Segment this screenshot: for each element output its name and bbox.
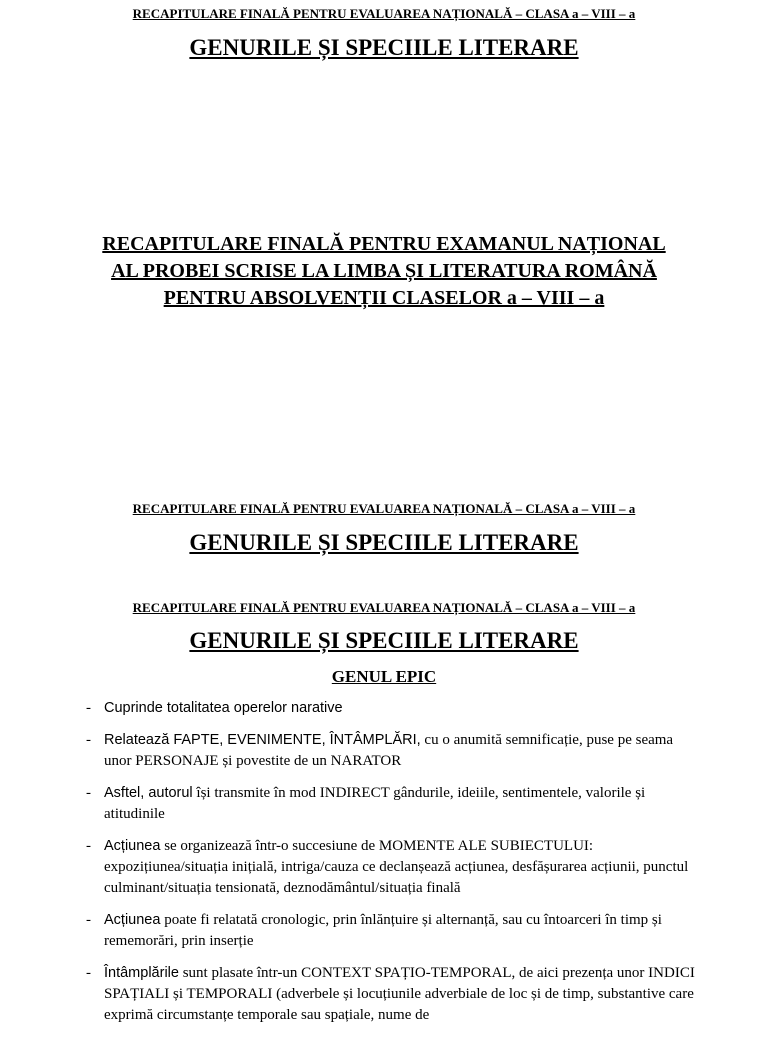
bullet-dash: - bbox=[86, 785, 91, 801]
document-title: GENURILE ȘI SPECIILE LITERARE bbox=[189, 530, 579, 555]
bullet-dash: - bbox=[86, 838, 91, 854]
list-item bbox=[84, 910, 704, 952]
list-item bbox=[84, 730, 704, 772]
section-title-genul-epic: GENUL EPIC bbox=[331, 667, 437, 686]
document-title: GENURILE ȘI SPECIILE LITERARE bbox=[189, 35, 579, 60]
list-item bbox=[84, 783, 704, 825]
bullet-dash: - bbox=[86, 700, 91, 716]
document-header: RECAPITULARE FINALĂ PENTRU EVALUAREA NAȚIONALĂ – CLASA a – VIII – a bbox=[132, 600, 636, 615]
list-item bbox=[84, 698, 704, 719]
document-header: RECAPITULARE FINALĂ PENTRU EVALUAREA NAȚIONALĂ – CLASA a – VIII – a bbox=[132, 6, 636, 21]
bullet-dash: - bbox=[86, 732, 91, 748]
bullet-text: se organizează într-o succesiune de MOMENTE ALE SUBIECTULUI: expozițiunea/situația inițială, intriga/cauza ce declanșează acțiunea, desfășurarea acțiunii, punctul culminant/situația tensionată, deznodământul/situația finală bbox=[104, 838, 689, 896]
epic-genre-bullet-list bbox=[84, 698, 704, 1037]
bullet-dash: - bbox=[86, 912, 91, 928]
bullet-lead-text: Relatează FAPTE, EVENIMENTE, ÎNTÂMPLĂRI, bbox=[104, 732, 421, 748]
bullet-lead-text: Cuprinde totalitatea operelor narative bbox=[104, 700, 343, 716]
bullet-text: cu o anumită semnificație, puse pe seama unor PERSONAJE și povestite de un NARATOR bbox=[104, 732, 674, 769]
bullet-lead-text: Acțiunea bbox=[104, 912, 161, 928]
cover-title-line-2: AL PROBEI SCRISE LA LIMBA ȘI LITERATURA ROMÂNĂ bbox=[111, 260, 657, 282]
bullet-lead-text: Întâmplările bbox=[104, 965, 179, 981]
cover-title-line-3: PENTRU ABSOLVENȚII CLASELOR a – VIII – a bbox=[163, 287, 605, 309]
bullet-text: sunt plasate într-un CONTEXT SPAȚIO-TEMPORAL, de aici prezența unor INDICI SPAȚIALI și TEMPORALI (adverbele și locuțiunile adverbiale de loc și de timp, substantive care exprimă circumstanțe temporale sau spațiale, nume de bbox=[104, 965, 695, 1023]
bullet-dash: - bbox=[86, 965, 91, 981]
document-title: GENURILE ȘI SPECIILE LITERARE bbox=[189, 628, 579, 653]
document-header: RECAPITULARE FINALĂ PENTRU EVALUAREA NAȚIONALĂ – CLASA a – VIII – a bbox=[132, 501, 636, 516]
bullet-text: poate fi relatată cronologic, prin înlănțuire și alternanță, sau cu întoarceri în timp și rememorări, prin inserție bbox=[104, 912, 662, 949]
bullet-lead-text: Acțiunea bbox=[104, 838, 161, 854]
list-item bbox=[84, 963, 704, 1026]
bullet-lead-text: Asftel, autorul bbox=[104, 785, 193, 801]
bullet-text: își transmite în mod INDIRECT gândurile, ideiile, sentimentele, valorile și atitudinile bbox=[104, 785, 646, 822]
cover-title-line-1: RECAPITULARE FINALĂ PENTRU EXAMANUL NAȚIONAL bbox=[102, 233, 666, 255]
list-item bbox=[84, 836, 704, 899]
